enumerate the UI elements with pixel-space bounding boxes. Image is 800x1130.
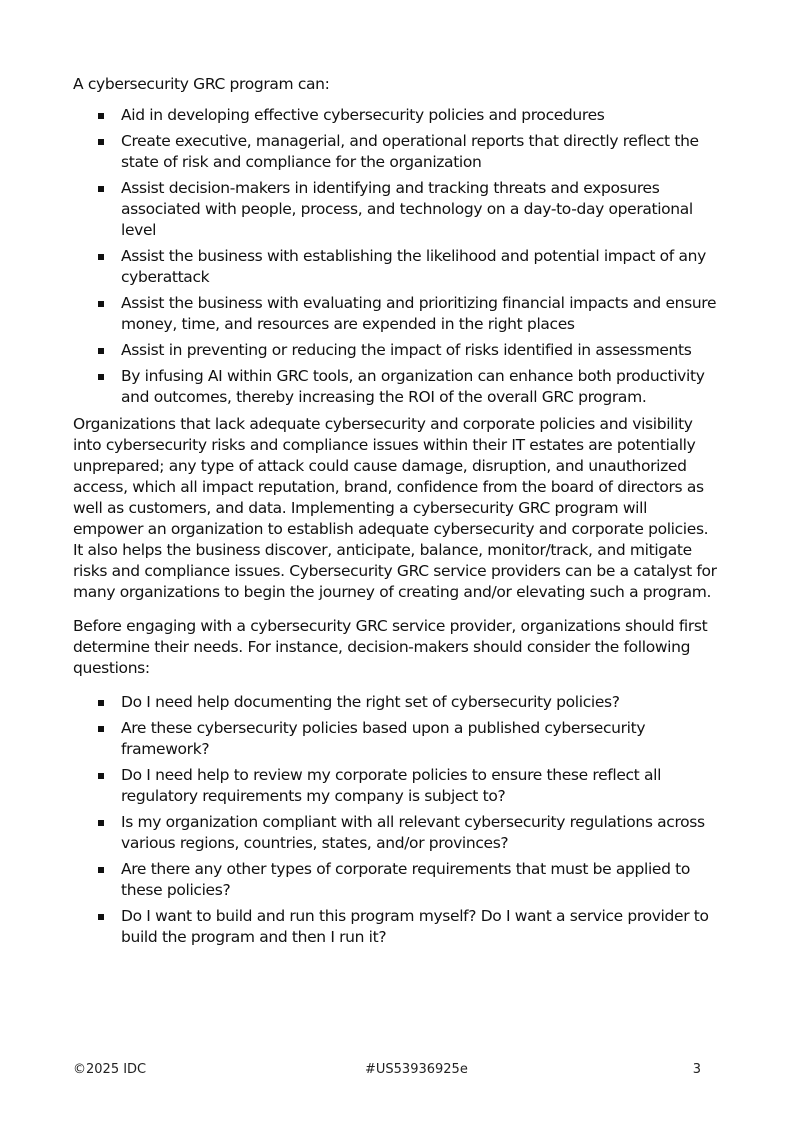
list-item xyxy=(73,366,721,408)
list-item-text: Assist in preventing or reducing the impact of risks identified in assessments xyxy=(121,341,692,359)
bullet-square-icon xyxy=(98,374,104,380)
list-item-text: Aid in developing effective cybersecurity policies and procedures xyxy=(121,106,605,124)
list-item xyxy=(73,131,721,173)
footer-copyright: ©2025 IDC xyxy=(73,1062,147,1077)
list-item-text: Do I need help documenting the right set of cybersecurity policies? xyxy=(121,693,620,711)
bullet-square-icon xyxy=(98,254,104,260)
document-page xyxy=(73,74,721,954)
body-paragraph-2: Before engaging with a cybersecurity GRC service provider, organizations should first determine their needs. For instance, decision-makers should consider the following questions: xyxy=(73,617,708,677)
body-paragraph-1: Organizations that lack adequate cybersecurity and corporate policies and visibility into cybersecurity risks and compliance issues within their IT estates are potentially unprepared; any type of attack could cause damage, disruption, and unauthorized access, which all impact reputation, brand, confidence from the board of directors as well as customers, and data. Implementing a cybersecurity GRC program will empower an organization to establish adequate cybersecurity and corporate policies. It also helps the business discover, anticipate, balance, monitor/track, and mitigate risks and compliance issues. Cybersecurity GRC service providers can be a catalyst for many organizations to begin the journey of creating and/or elevating such a program. xyxy=(73,415,717,601)
list-item xyxy=(73,812,721,854)
list-item xyxy=(73,293,721,335)
list-item xyxy=(73,692,721,713)
bullet-square-icon xyxy=(98,113,104,119)
list-item-text: Create executive, managerial, and operational reports that directly reflect the state of risk and compliance for the organization xyxy=(121,132,699,171)
list-item-text: Assist the business with establishing the likelihood and potential impact of any cyberattack xyxy=(121,247,706,286)
bullet-square-icon xyxy=(98,914,104,920)
list-item xyxy=(73,246,721,288)
list-item-text: Assist decision-makers in identifying and tracking threats and exposures associated with people, process, and technology on a day-to-day operational level xyxy=(121,179,693,239)
list-item xyxy=(73,718,721,760)
bullet-square-icon xyxy=(98,773,104,779)
bullet-square-icon xyxy=(98,820,104,826)
list-item-text: Is my organization compliant with all relevant cybersecurity regulations across various regions, countries, states, and/or provinces? xyxy=(121,813,705,852)
list-item xyxy=(73,340,721,361)
list-item xyxy=(73,178,721,241)
bullet-square-icon xyxy=(98,301,104,307)
list-item-text: By infusing AI within GRC tools, an organization can enhance both productivity and outcomes, thereby increasing the ROI of the overall GRC program. xyxy=(121,367,705,406)
list-item xyxy=(73,105,721,126)
list-item-text: Assist the business with evaluating and prioritizing financial impacts and ensure money, time, and resources are expended in the right places xyxy=(121,294,717,333)
page-footer xyxy=(73,1060,701,1080)
bullet-square-icon xyxy=(98,867,104,873)
questions-list xyxy=(73,692,721,948)
list-item xyxy=(73,906,721,948)
benefits-list xyxy=(73,105,721,408)
list-item xyxy=(73,859,721,901)
bullet-square-icon xyxy=(98,726,104,732)
bullet-square-icon xyxy=(98,700,104,706)
list-item-text: Do I want to build and run this program myself? Do I want a service provider to build the program and then I run it? xyxy=(121,907,709,946)
list-item-text: Do I need help to review my corporate policies to ensure these reflect all regulatory requirements my company is subject to? xyxy=(121,766,662,805)
bullet-square-icon xyxy=(98,139,104,145)
bullet-square-icon xyxy=(98,186,104,192)
list-item xyxy=(73,765,721,807)
list-item-text: Are these cybersecurity policies based upon a published cybersecurity framework? xyxy=(121,719,646,758)
footer-page-number: 3 xyxy=(692,1062,701,1077)
intro-text: A cybersecurity GRC program can: xyxy=(73,75,330,93)
list-item-text: Are there any other types of corporate requirements that must be applied to these policies? xyxy=(121,860,691,899)
footer-document-id: #US53936925e xyxy=(365,1062,468,1077)
bullet-square-icon xyxy=(98,348,104,354)
